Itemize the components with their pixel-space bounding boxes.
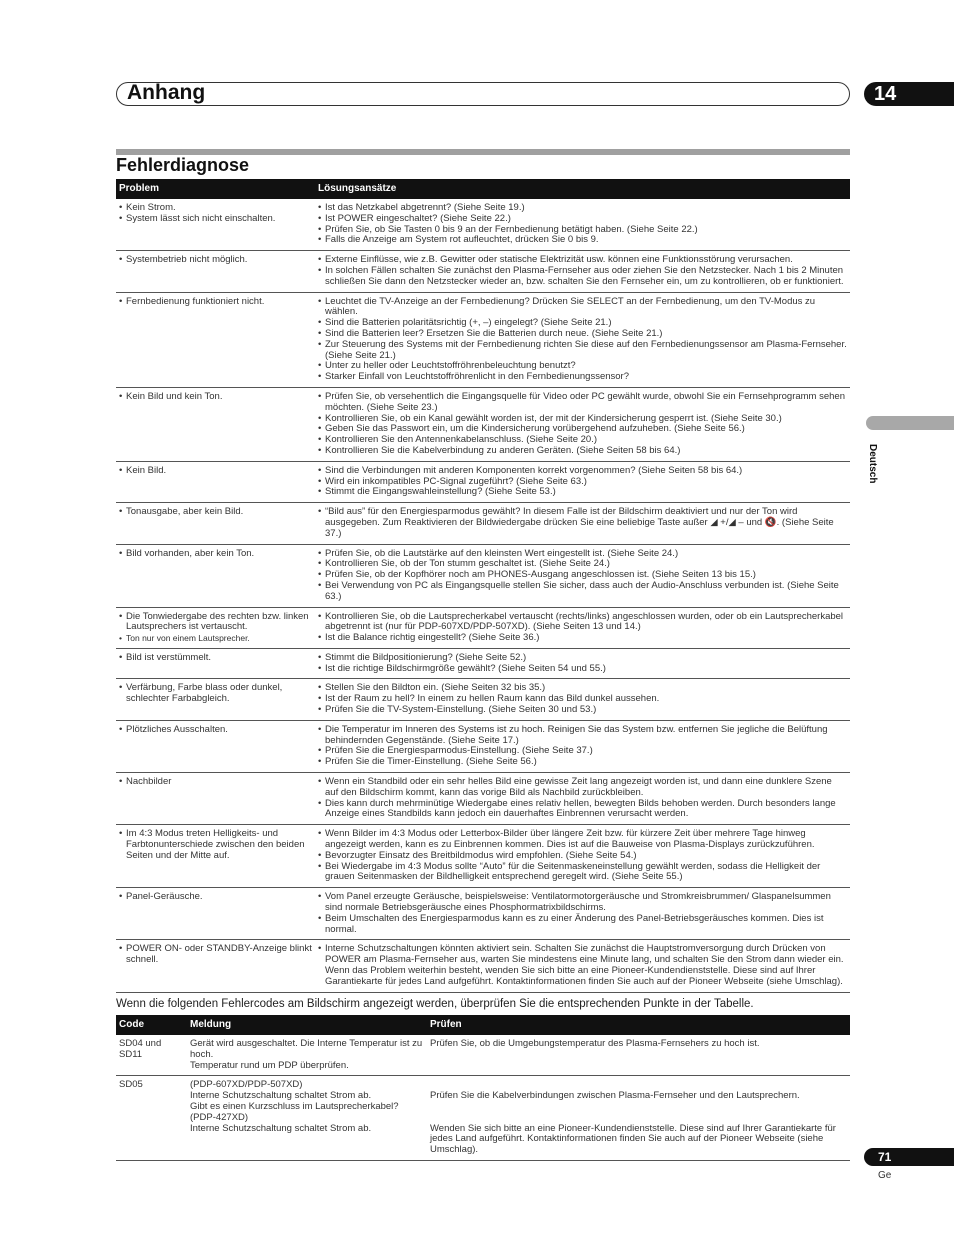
solution-item: • Prüfen Sie die Energiesparmodus-Einstellung. (Siehe Seite 37.): [318, 746, 847, 757]
solution-item: • Bei Wiedergabe im 4:3 Modus sollte “Auto” für die Seitenmaskeneinstellung gewählt werden, sodass die Helligkeit der grauen Seitenmasken der Bildhelligkeit entsprechend geregelt wird. (Siehe Seite 55.): [318, 862, 847, 884]
message-line: (PDP-607XD/PDP-507XD): [190, 1079, 303, 1091]
message-line: Interne Schutzschaltung schaltet Strom ab.: [190, 1122, 372, 1134]
solution-item: • Interne Schutzschaltungen könnten aktiviert sein. Schalten Sie zunächst die Hauptstromversorgung durch Drücken von POWER am Plasma-Fernseher aus, warten Sie mindestens eine Minute lang, und schalten Sie den Strom dann wieder ein. Wenn das Problem weiterhin besteht, wenden Sie sich bitte an eine Pioneer-Kundendienststelle. Diese sind auf Ihrer Garantiekarte für jedes Land aufgeführt. Kontaktinformationen finden Sie auch auf der Pioneer Webseite (siehe Umschlag).: [318, 944, 847, 987]
table-row: [116, 251, 850, 292]
solution-item: • Starker Einfall von Leuchtstoffröhrenlicht in den Fernbedienungssensor?: [318, 372, 847, 383]
solution-item: • Beim Umschalten des Energiesparmodus kann es zu einer Änderung des Panel-Betriebsgeräusches kommen. Dies ist normal.: [318, 914, 847, 936]
solution-item: • Kontrollieren Sie, ob die Lautsprecherkabel vertauscht (rechts/links) angeschlossen wurden, oder ob ein Lautsprecherkabel abgetrennt ist (nur für PDP-607XD/PDP-507XD). (Siehe Seiten 13 und 14.): [318, 612, 847, 634]
problem-cell: [116, 607, 315, 648]
page-number: 71: [864, 1148, 954, 1166]
message-line: Gerät wird ausgeschaltet. Die Interne Temperatur ist zu hoch.: [190, 1038, 423, 1060]
solution-item: • Geben Sie das Passwort ein, um die Kindersicherung vorübergehend aufzuheben. (Siehe Seite 56.): [318, 424, 847, 435]
solution-item: • Kontrollieren Sie, ob der Ton stumm geschaltet ist. (Siehe Seite 24.): [318, 559, 847, 570]
solution-item: • Ist die Balance richtig eingestellt? (Siehe Seite 36.): [318, 633, 847, 644]
problem-cell: [116, 648, 315, 679]
code-cell: [116, 1076, 187, 1161]
problem-item: • Bild ist verstümmelt.: [119, 653, 312, 664]
message-line: Gibt es einen Kurzschluss im Lautsprecherkabel?: [190, 1100, 399, 1112]
table-row: [116, 544, 850, 607]
solution-cell: [315, 251, 850, 292]
troubleshooting-table: [116, 179, 850, 993]
solution-item: • Sind die Batterien polaritätsrichtig (+, –) eingelegt? (Siehe Seite 21.): [318, 318, 847, 329]
solution-item: • Kontrollieren Sie die Kabelverbindung zu anderen Geräten. (Siehe Seiten 58 bis 64.): [318, 446, 847, 457]
problem-item: • Kein Bild und kein Ton.: [119, 392, 312, 403]
table-row: [116, 888, 850, 940]
error-code: SD04 und: [119, 1038, 162, 1049]
column-header-check: Prüfen: [427, 1015, 850, 1035]
solution-item: • Zur Steuerung des Systems mit der Fernbedienung richten Sie diese auf den Fernbedienungssensor am Plasma-Fernseher. (Siehe Seite 21.): [318, 340, 847, 362]
table-row: [116, 825, 850, 888]
solution-cell: [315, 387, 850, 461]
solution-cell: [315, 503, 850, 544]
table-row: [116, 387, 850, 461]
message-line: (PDP-427XD): [190, 1111, 249, 1123]
solution-cell: [315, 461, 850, 502]
solution-cell: [315, 607, 850, 648]
solution-item: • Stimmt die Bildpositionierung? (Siehe Seite 52.): [318, 653, 847, 664]
problem-cell: [116, 825, 315, 888]
table-row: [116, 461, 850, 502]
solution-item: • Bei Verwendung von PC als Eingangsquelle stellen Sie sicher, dass auch der Audio-Anschluss verbunden ist. (Siehe Seite 63.): [318, 581, 847, 603]
section-title: Fehlerdiagnose: [116, 155, 250, 175]
solution-item: • Prüfen Sie, ob die Lautstärke auf den kleinsten Wert eingestellt ist. (Siehe Seite 24.): [318, 549, 847, 560]
problem-cell: [116, 292, 315, 387]
spacer: [430, 1113, 847, 1124]
solution-item: • Ist die richtige Bildschirmgröße gewählt? (Siehe Seiten 54 und 55.): [318, 664, 847, 675]
solution-item: • Wenn Bilder im 4:3 Modus oder Letterbox-Bilder über längere Zeit bzw. für kürzere Zeit über mehrere Tage hinweg angezeigt werden, kann es zu Einbrennen kommen. Dies ist auf die Bauweise von Plasma-Displays zurückzuführen.: [318, 829, 847, 851]
problem-cell: [116, 888, 315, 940]
table-row: [116, 940, 850, 992]
language-side-tab: [866, 416, 954, 430]
solution-item: • Bevorzugter Einsatz des Breitbildmodus wird empfohlen. (Siehe Seite 54.): [318, 851, 847, 862]
problem-cell: [116, 720, 315, 772]
solution-cell: [315, 825, 850, 888]
check-cell: [427, 1035, 850, 1076]
solution-item: • Ist POWER eingeschaltet? (Siehe Seite 22.): [318, 214, 847, 225]
solution-item: • Wenn ein Standbild oder ein sehr helles Bild eine gewisse Zeit lang angezeigt worden ist, und dann eine dunklere Szene auf den Bildschirm kommt, kann das vorige Bild als Nachbild zurückbleiben.: [318, 777, 847, 799]
problem-cell: [116, 940, 315, 992]
solution-item: • Kontrollieren Sie, ob ein Kanal gewählt worden ist, der mit der Kindersicherung gesperrt ist. (Siehe Seite 30.): [318, 414, 847, 425]
problem-item: • Die Tonwiedergabe des rechten bzw. linken Lautsprechers ist vertauscht.: [119, 612, 312, 634]
problem-cell: [116, 251, 315, 292]
check-line: Prüfen Sie, ob die Umgebungstemperatur des Plasma-Fernsehers zu hoch ist.: [430, 1038, 760, 1049]
problem-item: • Bild vorhanden, aber kein Ton.: [119, 549, 312, 560]
solution-item: • In solchen Fällen schalten Sie zunächst den Plasma-Fernseher aus oder ziehen Sie den Netzstecker. Nach 1 bis 2 Minuten schließen Sie dann den Netzstecker wieder an, bzw. schalten Sie den Fernseher ein, um zu kontrollieren, ob er funktioniert.: [318, 266, 847, 288]
table-row: [116, 503, 850, 544]
solution-item: • Ist das Netzkabel abgetrennt? (Siehe Seite 19.): [318, 203, 847, 214]
error-code-table: [116, 1015, 850, 1161]
table-row: [116, 679, 850, 720]
solution-cell: [315, 648, 850, 679]
chapter-header-bar: [116, 82, 850, 106]
solution-cell: [315, 292, 850, 387]
solution-cell: [315, 679, 850, 720]
solution-item: • Prüfen Sie, ob der Kopfhörer noch am PHONES-Ausgang angeschlossen ist. (Siehe Seiten 13 bis 15.): [318, 570, 847, 581]
error-code: SD11: [119, 1048, 143, 1060]
table-row: [116, 1076, 850, 1161]
solution-item: • Unter zu heller oder Leuchtstoffröhrenbeleuchtung benutzt?: [318, 361, 847, 372]
solution-item: • Leuchtet die TV-Anzeige an der Fernbedienung? Drücken Sie SELECT an der Fernbedienung, um den TV-Modus zu wählen.: [318, 297, 847, 319]
problem-item: • Verfärbung, Farbe blass oder dunkel, schlechter Farbabgleich.: [119, 683, 312, 705]
table-row: [116, 292, 850, 387]
chapter-number-badge: 14: [864, 82, 954, 106]
problem-item: • System lässt sich nicht einschalten.: [119, 214, 312, 225]
problem-cell: [116, 544, 315, 607]
solution-item: • Sind die Batterien leer? Ersetzen Sie die Batterien durch neue. (Siehe Seite 21.): [318, 329, 847, 340]
problem-item: • POWER ON- oder STANDBY-Anzeige blinkt schnell.: [119, 944, 312, 966]
solution-item: • Vom Panel erzeugte Geräusche, beispielsweise: Ventilatormotorgeräusche und Stromkreisbrummen/ Glaspanelsummen sind normale Betriebsgeräusche eines Phosphormatrixbildschirms.: [318, 892, 847, 914]
table-row: [116, 720, 850, 772]
message-cell: [187, 1035, 427, 1076]
check-cell: [427, 1076, 850, 1161]
spacer: [430, 1102, 847, 1113]
solution-cell: [315, 199, 850, 251]
problem-item: • Kein Strom.: [119, 203, 312, 214]
solution-item: • Prüfen Sie, ob versehentlich die Eingangsquelle für Video oder PC gewählt wurde, obwohl Sie ein Fernsehprogramm sehen möchten. (Siehe Seite 23.): [318, 392, 847, 414]
solution-item: • Externe Einflüsse, wie z.B. Gewitter oder statische Elektrizität usw. können eine Funktionsstörung verursachen.: [318, 255, 847, 266]
column-header-solutions: Lösungsansätze: [315, 179, 850, 199]
solution-item: • Wird ein inkompatibles PC-Signal zugeführt? (Siehe Seite 63.): [318, 477, 847, 488]
message-line: Interne Schutzschaltung schaltet Strom ab.: [190, 1090, 372, 1102]
table-row: [116, 607, 850, 648]
solution-item: • Prüfen Sie, ob Sie Tasten 0 bis 9 an der Fernbedienung betätigt haben. (Siehe Seite 22.): [318, 225, 847, 236]
problem-cell: [116, 679, 315, 720]
problem-item: • Systembetrieb nicht möglich.: [119, 255, 312, 266]
check-line: Prüfen Sie die Kabelverbindungen zwischen Plasma-Fernseher und den Lautsprechern.: [430, 1090, 800, 1102]
problem-item: • Panel-Geräusche.: [119, 892, 312, 903]
problem-item: • Plötzliches Ausschalten.: [119, 725, 312, 736]
table-row: [116, 199, 850, 251]
table-row: [116, 1035, 850, 1076]
language-side-label: Deutsch: [867, 444, 878, 484]
solution-item: • Prüfen Sie die TV-System-Einstellung. (Siehe Seiten 30 und 53.): [318, 705, 847, 716]
solution-cell: [315, 544, 850, 607]
error-code-intro: Wenn die folgenden Fehlercodes am Bildschirm angezeigt werden, überprüfen Sie die entsprechenden Punkte in der Tabelle.: [116, 998, 754, 1010]
error-code: SD05: [119, 1079, 143, 1091]
table-row: [116, 648, 850, 679]
problem-item: • Fernbedienung funktioniert nicht.: [119, 297, 312, 308]
solution-item: • “Bild aus” für den Energiesparmodus gewählt? In diesem Falle ist der Bildschirm deaktiviert und nur der Ton wird ausgegeben. Zum Reaktivieren der Bildwiedergabe drücken Sie eine beliebige Taste außer ◢ +/◢ – und 🔇. (Siehe Seite 37.): [318, 507, 847, 539]
column-header-code: Code: [116, 1015, 187, 1035]
message-line: Temperatur rund um PDP überprüfen.: [190, 1059, 349, 1071]
problem-note: • Ton nur von einem Lautsprecher.: [119, 633, 312, 644]
solution-item: • Dies kann durch mehrminütige Wiedergabe eines relativ hellen, bewegten Bilds behoben werden. Durch besonders lange Anzeige eines Standbilds kann jedoch ein dauerhaftes Einbrennen verursacht werden.: [318, 799, 847, 821]
solution-item: • Falls die Anzeige am System rot aufleuchtet, drücken Sie 0 bis 9.: [318, 235, 847, 246]
solution-item: • Sind die Verbindungen mit anderen Komponenten korrekt vorgenommen? (Siehe Seiten 58 bis 64.): [318, 466, 847, 477]
solution-item: • Stellen Sie den Bildton ein. (Siehe Seiten 32 bis 35.): [318, 683, 847, 694]
solution-cell: [315, 940, 850, 992]
problem-cell: [116, 387, 315, 461]
problem-cell: [116, 199, 315, 251]
solution-item: • Die Temperatur im Inneren des Systems ist zu hoch. Reinigen Sie das System bzw. entfernen Sie jegliche die Belüftung behindernden Gegenstände. (Siehe Seite 17.): [318, 725, 847, 747]
problem-item: • Tonausgabe, aber kein Bild.: [119, 507, 312, 518]
solution-cell: [315, 773, 850, 825]
problem-cell: [116, 773, 315, 825]
problem-item: • Kein Bild.: [119, 466, 312, 477]
code-cell: [116, 1035, 187, 1076]
solution-item: • Ist der Raum zu hell? In einem zu hellen Raum kann das Bild dunkel aussehen.: [318, 694, 847, 705]
problem-item: • Im 4:3 Modus treten Helligkeits- und Farbtonunterschiede zwischen den beiden Seiten und der Mitte auf.: [119, 829, 312, 861]
check-line: Wenden Sie sich bitte an eine Pioneer-Kundendienststelle. Diese sind auf Ihrer Garantiekarte für jedes Land aufgeführt. Kontaktinformationen finden Sie auch auf der Pioneer Webseite (siehe Umschlag).: [430, 1122, 836, 1156]
solution-item: • Prüfen Sie die Timer-Einstellung. (Siehe Seite 56.): [318, 757, 847, 768]
message-cell: [187, 1076, 427, 1161]
problem-cell: [116, 461, 315, 502]
column-header-message: Meldung: [187, 1015, 427, 1035]
solution-item: • Kontrollieren Sie den Antennenkabelanschluss. (Siehe Seite 20.): [318, 435, 847, 446]
problem-cell: [116, 503, 315, 544]
column-header-problem: Problem: [116, 179, 315, 199]
chapter-title: Anhang: [127, 81, 206, 104]
solution-item: • Stimmt die Eingangswahleinstellung? (Siehe Seite 53.): [318, 487, 847, 498]
table-row: [116, 773, 850, 825]
solution-cell: [315, 720, 850, 772]
language-code: Ge: [878, 1170, 892, 1181]
solution-cell: [315, 888, 850, 940]
problem-item: • Nachbilder: [119, 777, 312, 788]
